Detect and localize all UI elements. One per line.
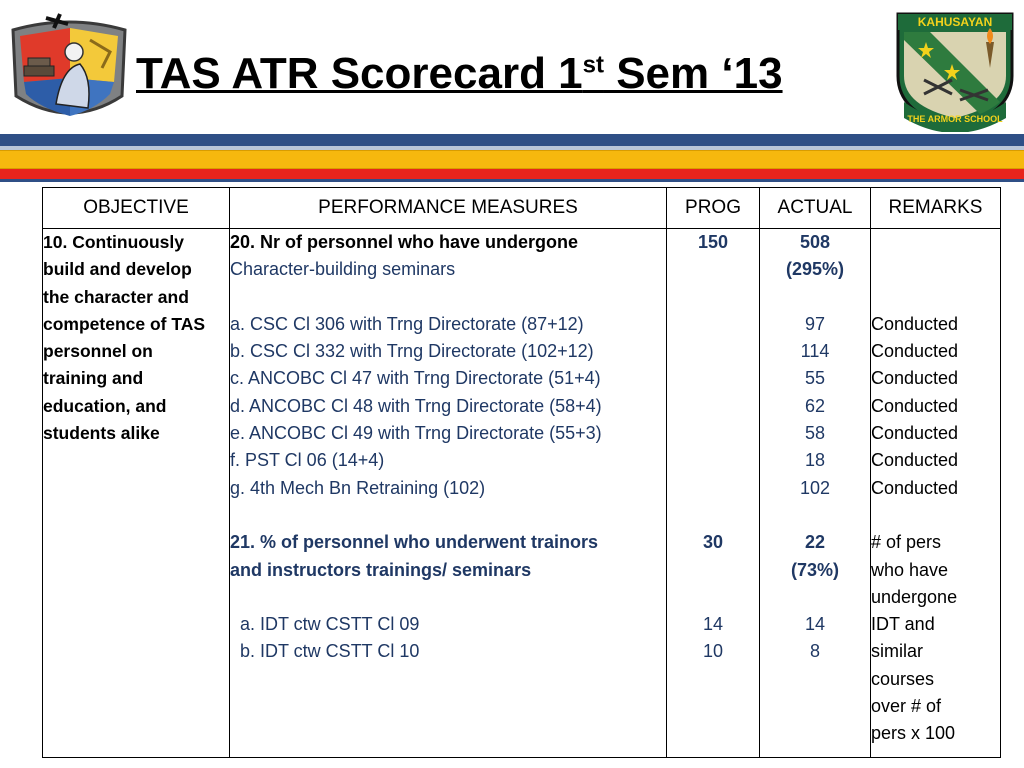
measure-line: c. ANCOBC Cl 47 with Trng Directorate (51+4) — [230, 368, 601, 389]
measure-line — [230, 502, 666, 529]
page-title: TAS ATR Scorecard 1st Sem ‘13 — [136, 49, 783, 98]
prog-value — [667, 557, 759, 584]
prog-value — [667, 284, 759, 311]
prog-value: 10 — [702, 641, 724, 662]
remark-line: similar — [871, 641, 923, 662]
actual-cell — [760, 229, 871, 758]
header-band-gold — [0, 150, 1024, 169]
actual-value: 62 — [804, 395, 826, 416]
prog-cell — [667, 229, 760, 758]
actual-value — [760, 284, 870, 311]
armor-school-crest-right — [890, 6, 1020, 132]
measure-heading: 20. Nr of personnel who have undergone — [230, 232, 579, 252]
remark-line — [871, 284, 1000, 311]
header-band-navy — [0, 134, 1024, 146]
prog-value — [667, 584, 759, 611]
prog-value — [667, 338, 759, 365]
objective-line: 10. Continuously — [43, 232, 184, 252]
objective-line: competence of TAS — [43, 313, 206, 334]
header-performance-measures: PERFORMANCE MEASURES — [230, 188, 667, 229]
prog-value — [667, 311, 759, 338]
remark-line: Conducted — [871, 450, 959, 471]
prog-value — [667, 475, 759, 502]
header-objective: OBJECTIVE — [43, 188, 230, 229]
actual-value — [760, 502, 870, 529]
objective-line: training and — [43, 368, 144, 389]
objective-cell — [43, 229, 230, 758]
school-crest-left — [10, 8, 128, 128]
scorecard-table — [42, 187, 1001, 758]
actual-value: (73%) — [790, 559, 839, 580]
actual-value: 58 — [804, 423, 826, 444]
measure-heading: and instructors trainings/ seminars — [230, 559, 532, 580]
header-prog: PROG — [667, 188, 760, 229]
remark-line: IDT and — [871, 614, 935, 635]
objective-line: build and develop — [43, 259, 192, 280]
measure-line: a. CSC Cl 306 with Trng Directorate (87+12) — [230, 313, 584, 334]
measure-line: f. PST Cl 06 (14+4) — [230, 450, 385, 471]
measure-line: b. CSC Cl 332 with Trng Directorate (102+12) — [230, 341, 594, 362]
actual-value: 55 — [804, 368, 826, 389]
remark-line — [871, 229, 1000, 256]
table-header-row — [43, 188, 1001, 229]
remark-line: Conducted — [871, 423, 959, 444]
measure-line: b. IDT ctw CSTT Cl 10 — [240, 641, 420, 662]
remarks-cell — [871, 229, 1001, 758]
measure-line: d. ANCOBC Cl 48 with Trng Directorate (58+4) — [230, 395, 602, 416]
header-remarks: REMARKS — [871, 188, 1001, 229]
actual-value: 22 — [804, 532, 826, 553]
remark-line: Conducted — [871, 477, 959, 498]
prog-value — [667, 256, 759, 283]
prog-value: 14 — [702, 614, 724, 635]
measure-line: g. 4th Mech Bn Retraining (102) — [230, 477, 486, 498]
measure-line — [230, 584, 666, 611]
actual-value: 102 — [799, 477, 831, 498]
crest-top-text: KAHUSAYAN — [917, 15, 993, 29]
remark-line: Conducted — [871, 341, 959, 362]
prog-value — [667, 447, 759, 474]
actual-value: 114 — [800, 341, 830, 362]
actual-value: 97 — [804, 313, 826, 334]
measure-line — [230, 284, 666, 311]
remark-line: pers x 100 — [871, 723, 956, 744]
remark-line: # of pers — [871, 532, 942, 553]
actual-value: 508 — [799, 232, 831, 252]
header-band-red — [0, 169, 1024, 179]
actual-value: 14 — [804, 614, 826, 635]
remark-line: courses — [871, 668, 935, 689]
remark-line: who have — [871, 559, 949, 580]
objective-line: the character and — [43, 286, 189, 307]
measure-line: e. ANCOBC Cl 49 with Trng Directorate (55+3) — [230, 423, 602, 444]
remark-line: over # of — [871, 696, 942, 717]
remark-line — [871, 502, 1000, 529]
remark-line: Conducted — [871, 368, 959, 389]
table-row — [43, 229, 1001, 758]
actual-value — [760, 584, 870, 611]
actual-value: (295%) — [785, 259, 845, 280]
prog-value: 150 — [697, 232, 729, 252]
measure-line: Character-building seminars — [230, 259, 456, 280]
crest-bottom-text: THE ARMOR SCHOOL — [907, 114, 1003, 124]
header-band-blue — [0, 179, 1024, 182]
prog-value — [667, 502, 759, 529]
measure-heading: 21. % of personnel who underwent trainors — [230, 532, 599, 553]
objective-line: students alike — [43, 423, 160, 444]
remark-line: undergone — [871, 586, 958, 607]
objective-line: education, and — [43, 395, 167, 416]
remark-line: Conducted — [871, 313, 959, 334]
remark-line: Conducted — [871, 395, 959, 416]
remark-line — [871, 256, 1000, 283]
actual-value: 18 — [804, 450, 826, 471]
objective-line: personnel on — [43, 341, 153, 362]
header-actual: ACTUAL — [760, 188, 871, 229]
prog-value — [667, 393, 759, 420]
actual-value: 8 — [809, 641, 820, 662]
measures-cell — [230, 229, 667, 758]
prog-value — [667, 365, 759, 392]
prog-value: 30 — [702, 532, 724, 553]
measure-line: a. IDT ctw CSTT Cl 09 — [240, 614, 420, 635]
prog-value — [667, 420, 759, 447]
